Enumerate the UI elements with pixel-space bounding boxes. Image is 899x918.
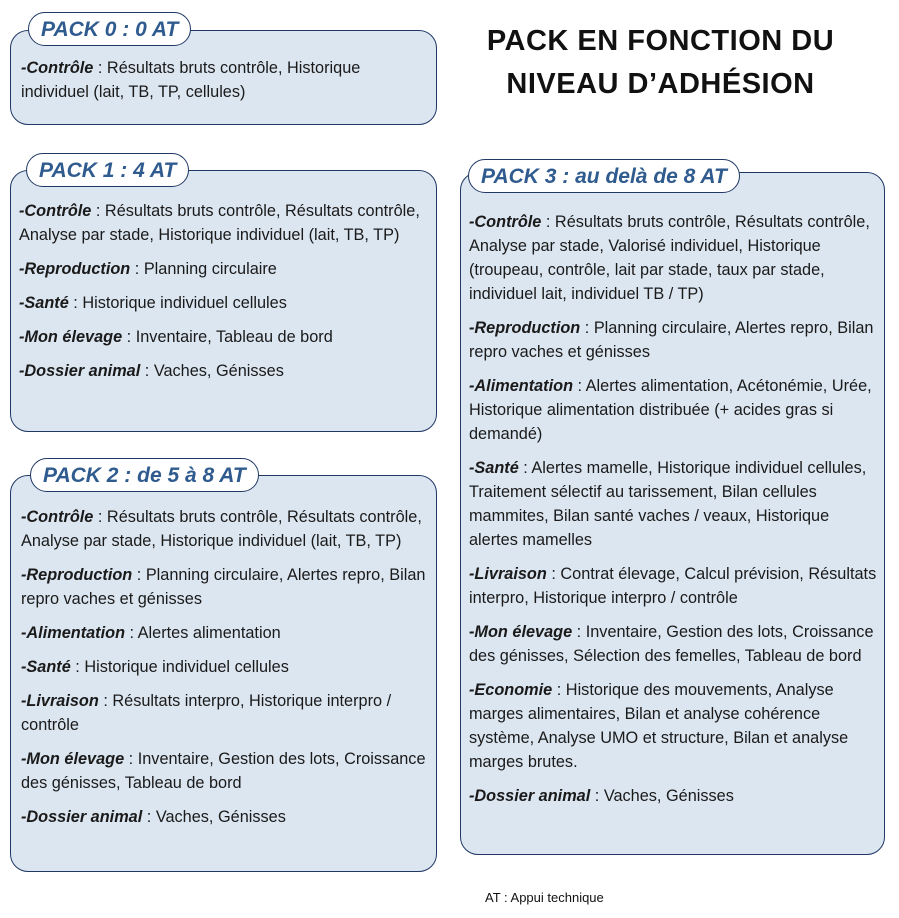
pack-item-text: : Vaches, Génisses	[140, 362, 284, 380]
pack-2-label: PACK 2 : de 5 à 8 AT	[30, 458, 259, 492]
page-title-line-1: PACK EN FONCTION DU	[486, 25, 835, 57]
pack-2-item	[21, 621, 433, 645]
pack-item-category: -Contrôle	[21, 508, 94, 526]
pack-item-category: -Contrôle	[469, 213, 542, 231]
pack-0-label: PACK 0 : 0 AT	[28, 12, 191, 46]
pack-item-text: : Alertes alimentation, Acétonémie, Urée, Historique alimentation distribuée (+ acides gras si demandé)	[469, 377, 872, 443]
pack-2-item	[21, 805, 433, 829]
pack-3-item	[469, 784, 879, 808]
pack-item-category: -Reproduction	[21, 566, 133, 584]
pack-item-text: : Historique individuel cellules	[70, 658, 289, 676]
footnote: AT : Appui technique	[485, 890, 604, 905]
pack-3-body	[469, 210, 879, 808]
pack-3-label: PACK 3 : au delà de 8 AT	[468, 159, 740, 193]
pack-item-text: : Alertes alimentation	[125, 624, 281, 642]
pack-item-category: -Reproduction	[469, 319, 581, 337]
pack-item-category: -Dossier animal	[469, 787, 591, 805]
pack-0-item	[21, 56, 431, 104]
pack-item-text: : Vaches, Génisses	[590, 787, 734, 805]
pack-3-item	[469, 210, 879, 306]
page-title-line-2: NIVEAU D’ADHÉSION	[506, 68, 815, 100]
pack-item-category: -Dossier animal	[21, 808, 143, 826]
pack-2-item	[21, 563, 433, 611]
pack-item-text: : Planning circulaire, Alertes repro, Bilan repro vaches et génisses	[469, 319, 874, 361]
pack-item-category: -Dossier animal	[19, 362, 141, 380]
pack-item-text: : Planning circulaire	[130, 260, 277, 278]
pack-item-text: : Inventaire, Gestion des lots, Croissance des génisses, Tableau de bord	[21, 750, 426, 792]
pack-item-category: -Contrôle	[21, 59, 94, 77]
pack-item-text: : Vaches, Génisses	[142, 808, 286, 826]
pack-item-category: -Reproduction	[19, 260, 131, 278]
pack-item-category: -Santé	[19, 294, 69, 312]
pack-1-body	[19, 199, 431, 383]
pack-item-category: -Santé	[469, 459, 519, 477]
pack-1-item	[19, 359, 431, 383]
pack-3-item	[469, 374, 879, 446]
pack-item-category: -Livraison	[469, 565, 547, 583]
pack-3-item	[469, 456, 879, 552]
pack-item-text: : Résultats bruts contrôle, Résultats contrôle, Analyse par stade, Valorisé individuel, Historique (troupeau, contrôle, lait par stade, taux par stade, individuel lait, individuel TB / TP)	[469, 213, 870, 303]
pack-1-item	[19, 291, 431, 315]
pack-2-item	[21, 689, 433, 737]
pack-item-category: -Santé	[21, 658, 71, 676]
pack-item-text: : Résultats interpro, Historique interpro / contrôle	[21, 692, 392, 734]
page-title	[458, 20, 863, 106]
pack-2-body	[21, 505, 433, 829]
pack-3-item	[469, 562, 879, 610]
pack-item-category: -Alimentation	[21, 624, 126, 642]
pack-item-category: -Alimentation	[469, 377, 574, 395]
pack-2-item	[21, 747, 433, 795]
pack-2-item	[21, 655, 433, 679]
pack-item-text: : Alertes mamelle, Historique individuel cellules, Traitement sélectif au tarissement, Bilan cellules mammites, Bilan santé vaches / veaux, Historique alertes mamelles	[469, 459, 867, 549]
pack-1-item	[19, 199, 431, 247]
pack-3-item	[469, 620, 879, 668]
pack-item-text: : Contrat élevage, Calcul prévision, Résultats interpro, Historique interpro / contrôle	[469, 565, 877, 607]
pack-item-category: -Mon élevage	[469, 623, 573, 641]
pack-2-item	[21, 505, 433, 553]
pack-0-body	[21, 56, 431, 104]
pack-item-category: -Contrôle	[19, 202, 92, 220]
pack-item-text: : Planning circulaire, Alertes repro, Bilan repro vaches et génisses	[21, 566, 426, 608]
pack-1-item	[19, 325, 431, 349]
pack-item-text: : Résultats bruts contrôle, Historique individuel (lait, TB, TP, cellules)	[21, 59, 361, 101]
pack-item-text: : Résultats bruts contrôle, Résultats contrôle, Analyse par stade, Historique individuel (lait, TB, TP)	[19, 202, 420, 244]
pack-1-label: PACK 1 : 4 AT	[26, 153, 189, 187]
pack-item-category: -Livraison	[21, 692, 99, 710]
pack-item-text: : Inventaire, Gestion des lots, Croissance des génisses, Sélection des femelles, Tableau de bord	[469, 623, 874, 665]
pack-3-item	[469, 316, 879, 364]
pack-item-category: -Economie	[469, 681, 553, 699]
pack-item-text: : Historique des mouvements, Analyse marges alimentaires, Bilan et analyse cohérence système, Analyse UMO et structure, Bilan et analyse marges brutes.	[469, 681, 849, 771]
pack-item-text: : Historique individuel cellules	[68, 294, 287, 312]
pack-item-category: -Mon élevage	[19, 328, 123, 346]
pack-item-text: : Résultats bruts contrôle, Résultats contrôle, Analyse par stade, Historique individuel (lait, TB, TP)	[21, 508, 422, 550]
pack-1-item	[19, 257, 431, 281]
pack-item-text: : Inventaire, Tableau de bord	[122, 328, 333, 346]
pack-3-item	[469, 678, 879, 774]
pack-item-category: -Mon élevage	[21, 750, 125, 768]
